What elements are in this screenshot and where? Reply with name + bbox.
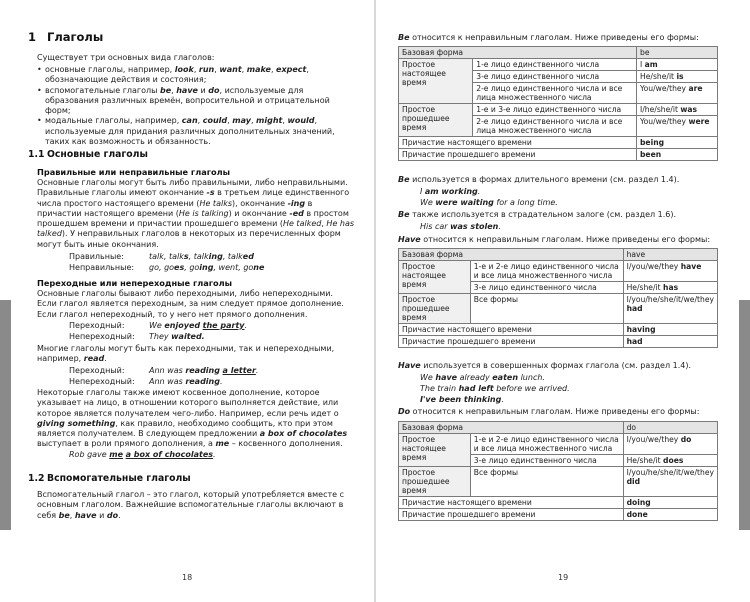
- indirect-object-paragraph: Некоторые глаголы также имеют косвенное дополнение, которое указывает на лицо, в отношении которого выполняется действие, или которое является получателем чего-либо. Например, если речь идет о giving something, как правило, необходимо сообщить, кто при этом является получателем. В следующем предложении a box of chocolates выступает в роли прямого дополнения, а me – косвенного дополнения.: [37, 388, 348, 449]
- left-page: 1 Глаголы Существует три основных вида глаголов: • основные глаголы, например, look, run, want, make, expect, обозначающие действия и состояния; • вспомогательные глаголы be, have и do, используемые для образования различных времён, вопросительной и отрицательной форм; • модальные глаголы, например, can, could, may, might, would, используемые для придания различных дополнительных значений, таких как возможность и обязанность. 1.1 Основные глаголы Правильные или неправильные глаголы Основные глаголы могут быть либо правильными, либо неправильными. Правильные глаголы имеют окончание -s в третьем лице единственного числа простого настоящего времени (He talks), окончание -ing в причастии настоящего времени (He is talking) и окончание -ed в простом прошедшем времени и причастии прошедшего времени (He talked, He has talked). У неправильных глаголов в некоторых из перечисленных форм могут быть иные окончания. Правильные: talk, talks, talking, talked Неправильные: go, goes, going, went, gone Переходные или непереходные глаголы Основные глаголы бывают либо переходными, либо непереходными. Если глагол является переходным, за ним следует прямое дополнение. Если глагол непереходный, то у него нет прямого дополнения. Переходный: We enjoyed the party. Непереходный: They waited. Многие глаголы могут быть как переходными, так и непереходными, например, read. Переходный: Ann was reading a letter. Непереходный: Ann was reading. Некоторые глаголы также имеют косвенное дополнение, которое указывает на лицо, в отношении которого выполняется действие, или которое является получателем чего-либо. Например, если речь идет о giving something, как правило, необходимо сообщить, кто при этом является получателем. В следующем предложении a box of chocolates выступает в роли прямого дополнения, а me – косвенного дополнения. Rob gave me a box of chocolates. 1.2 Вспомогательные глаголы Вспомогательный глагол – это глагол, который употребляется вместе с основным глаголом. Важнейшие вспомогательные глаголы включают в себя be, have и do. 18: [28, 0, 362, 602]
- table-row: Простое настоящее время 1-е лицо единственного числа I am: [399, 59, 718, 71]
- list-item: • вспомогательные глаголы be, have и do, используемые для образования различных времён, вопросительной и отрицательной форм;: [37, 86, 353, 117]
- table-row: 3-е лицо единственного числа He/she/it has: [399, 282, 718, 294]
- table-row: 3-е лицо единственного числа He/she/it does: [399, 455, 718, 467]
- do-forms-table: [398, 421, 718, 521]
- verb-types-list: [37, 65, 353, 147]
- page-number-left: 18: [182, 573, 193, 582]
- table-row: Простое прошедшее время 1-е и 3-е лицо единственного числа I/he/she/it was: [399, 104, 718, 116]
- page-gutter: [374, 0, 376, 602]
- have-example-2: The train had left before we arrived.: [420, 384, 570, 393]
- section-heading-1-1: 1.1 Основные глаголы: [28, 149, 148, 160]
- right-edge-tab: [739, 300, 750, 530]
- table-header-row: Базовая форма be: [399, 47, 718, 59]
- have-example-3: I've been thinking.: [420, 395, 504, 404]
- table-row: 2-е лицо единственного числа и все лица множественного числа You/we/they are: [399, 83, 718, 104]
- be-forms-table: [398, 46, 718, 161]
- table-row: Причастие прошедшего времени had: [399, 336, 718, 348]
- be-intro: Be относится к неправильным глаголам. Ниже приведены его формы:: [398, 33, 699, 42]
- be-passive-example: His car was stolen.: [420, 222, 501, 231]
- table-row: Простое настоящее время 1-е и 2-е лицо единственного числа и все лица множественного числа I/you/we/they have: [399, 261, 718, 282]
- be-continuous-text: Be используется в формах длительного времени (см. раздел 1.4).: [398, 175, 680, 184]
- chapter-number: 1: [28, 30, 37, 44]
- list-item: • основные глаголы, например, look, run, want, make, expect, обозначающие действия и состояния;: [37, 65, 353, 86]
- subheading-regular: Правильные или неправильные глаголы: [37, 167, 231, 177]
- table-row: Причастие настоящего времени having: [399, 324, 718, 336]
- do-intro: Do относится к неправильным глаголам. Ниже приведены его формы:: [398, 407, 700, 416]
- be-continuous-example-1: I am working.: [420, 187, 481, 196]
- table-row: Простое прошедшее время Все формы I/you/he/she/it/we/they did: [399, 467, 718, 497]
- chapter-heading: [28, 32, 103, 42]
- subheading-transitive: Переходные или непереходные глаголы: [37, 278, 233, 288]
- be-passive-text: Be также используется в страдательном залоге (см. раздел 1.6).: [398, 210, 677, 219]
- table-row: 3-е лицо единственного числа He/she/it is: [399, 71, 718, 83]
- section-heading-1-2: 1.2 Вспомогательные глаголы: [28, 473, 191, 484]
- regular-verbs-paragraph: Основные глаголы могут быть либо правильными, либо неправильными. Правильные глаголы имеют окончание -s в третьем лице единственного числа простого настоящего времени (He talks), окончание -ing в причастии настоящего времени (He is talking) и окончание -ed в простом прошедшем времени и причастии прошедшего времени (He talked, He has talked). У неправильных глаголов в некоторых из перечисленных форм могут быть иные окончания.: [37, 178, 355, 249]
- list-item: • модальные глаголы, например, can, could, may, might, would, используемые для придания различных дополнительных значений, таких как возможность и обязанность.: [37, 116, 353, 147]
- intro-text: Существует три основных вида глаголов:: [37, 53, 215, 62]
- table-row: Простое прошедшее время Все формы I/you/he/she/it/we/they had: [399, 294, 718, 324]
- table-row: Причастие настоящего времени being: [399, 137, 718, 149]
- be-continuous-example-2: We were waiting for a long time.: [420, 198, 558, 207]
- table-header-row: Базовая форма do: [399, 422, 718, 434]
- table-row: 2-е лицо единственного числа и все лица множественного числа You/we/they were: [399, 116, 718, 137]
- left-edge-tab: [0, 300, 11, 530]
- have-forms-table: [398, 248, 718, 348]
- table-row: Причастие прошедшего времени done: [399, 509, 718, 521]
- table-row: Причастие прошедшего времени been: [399, 149, 718, 161]
- chapter-title: Глаголы: [47, 30, 104, 44]
- table-row: Причастие настоящего времени doing: [399, 497, 718, 509]
- have-example-1: We have already eaten lunch.: [420, 373, 545, 382]
- right-page: [398, 0, 720, 602]
- table-header-row: Базовая форма have: [399, 249, 718, 261]
- auxiliary-paragraph: Вспомогательный глагол – это глагол, который употребляется вместе с основным глаголом. Важнейшие вспомогательные глаголы включают в себя be, have и do.: [37, 490, 344, 520]
- have-intro: Have относится к неправильным глаголам. Ниже приведены его формы:: [398, 235, 711, 244]
- both-forms-paragraph: Многие глаголы могут быть как переходными, так и непереходными, например, read.: [37, 344, 335, 364]
- transitive-paragraph: Основные глаголы бывают либо переходными, либо непереходными. Если глагол является переходным, за ним следует прямое дополнение. Если глагол непереходный, то у него нет прямого дополнения.: [37, 289, 344, 319]
- have-perfect-text: Have используется в совершенных формах глагола (см. раздел 1.4).: [398, 361, 691, 370]
- table-row: Простое настоящее время 1-е и 2-е лицо единственного числа и все лица множественного числа I/you/we/they do: [399, 434, 718, 455]
- page-number-right: 19: [558, 573, 569, 582]
